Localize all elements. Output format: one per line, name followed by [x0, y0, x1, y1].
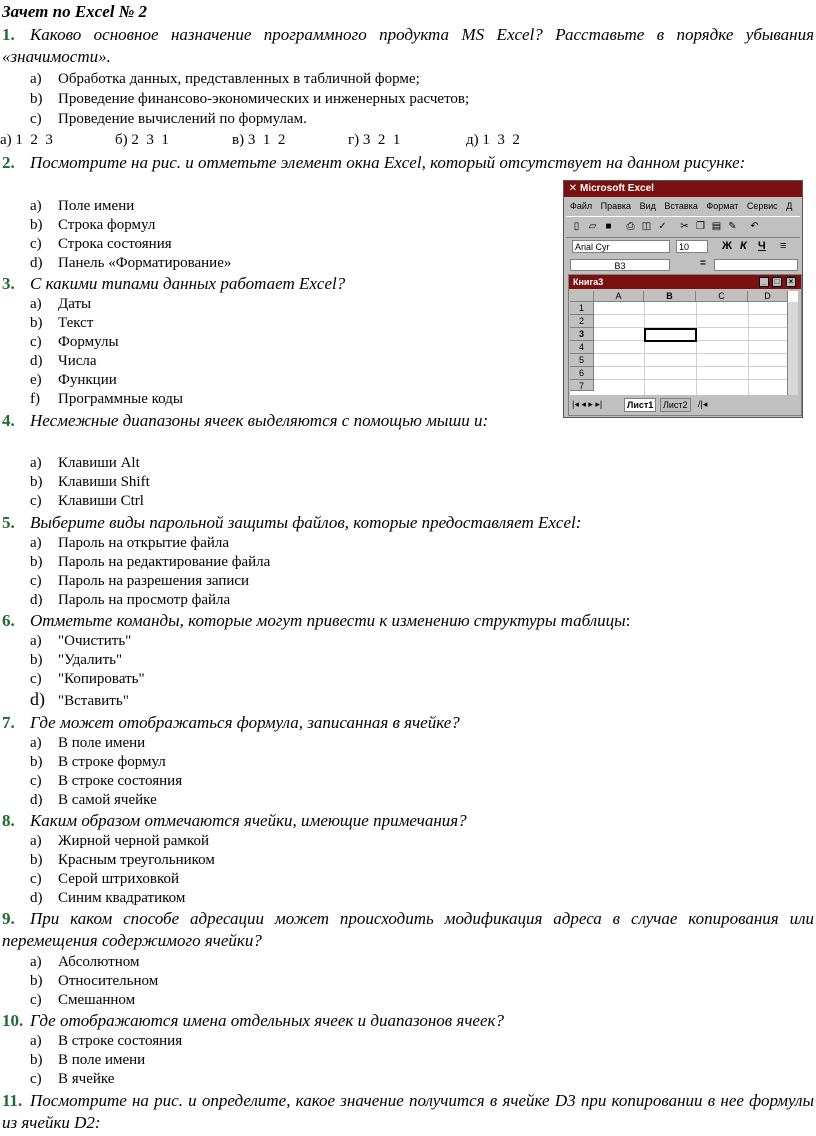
close-icon[interactable]: ×: [786, 277, 796, 287]
menu-item[interactable]: Сервис: [746, 201, 778, 211]
align-left-icon[interactable]: ≡: [780, 240, 787, 252]
option: a) Жирной черной рамкой: [30, 833, 209, 849]
row-header[interactable]: 2: [570, 315, 594, 328]
minimize-icon[interactable]: _: [759, 277, 769, 287]
font-select[interactable]: Arial Cyr: [572, 240, 670, 253]
option: b) "Удалить": [30, 652, 123, 668]
column-header[interactable]: C: [696, 291, 748, 302]
excel-title-bar: ✕ Microsoft Excel: [564, 181, 802, 197]
row-header[interactable]: 3: [570, 328, 594, 341]
option: b) В строке формул: [30, 754, 166, 770]
menu-item[interactable]: Вид: [639, 201, 656, 211]
maximize-icon[interactable]: □: [772, 277, 782, 287]
select-all-corner[interactable]: [570, 291, 594, 302]
option: a) Поле имени: [30, 198, 135, 214]
option: c) Пароль на разрешения записи: [30, 573, 250, 589]
question-2: [2, 152, 814, 174]
excel-window-picture: [563, 180, 803, 418]
print-icon[interactable]: ⎙: [626, 221, 635, 232]
hscroll-icon[interactable]: /|◂: [698, 399, 708, 409]
excel-logo-icon: ✕: [568, 183, 578, 194]
option: b) Проведение финансово-экономических и инженерных расчетов;: [30, 91, 470, 107]
copy-icon[interactable]: ❐: [696, 221, 705, 232]
question-number: 2.: [2, 153, 15, 172]
preview-icon[interactable]: ◫: [641, 221, 652, 232]
question-10: 10. Где отображаются имена отдельных ячеек и диапазонов ячеек?: [2, 1011, 504, 1030]
option: a) "Очистить": [30, 633, 132, 649]
option: a) Обработка данных, представленных в табличной форме;: [30, 71, 420, 87]
option: f) Программные коды: [30, 391, 183, 407]
paste-icon[interactable]: ▤: [711, 221, 722, 232]
undo-icon[interactable]: ↶: [750, 221, 759, 232]
question-1: [2, 24, 814, 68]
option: c) Клавиши Ctrl: [30, 493, 144, 509]
grid-lines: [594, 302, 788, 395]
question-5: 5. Выберите виды парольной защиты файлов, которые предоставляет Excel:: [2, 513, 582, 532]
question-text: Каково основное назначение программного продукта MS Excel? Расставьте в порядке убывания «значимости».: [2, 25, 814, 66]
option: a) Клавиши Alt: [30, 455, 140, 471]
option: b) В поле имени: [30, 1052, 146, 1068]
vertical-scrollbar[interactable]: [787, 302, 798, 395]
sheet-tabs: [570, 396, 798, 412]
sheet-grid: [570, 291, 798, 395]
column-header[interactable]: B: [644, 291, 696, 302]
new-file-icon[interactable]: ▯: [573, 221, 580, 232]
option: b) Текст: [30, 315, 94, 331]
name-box[interactable]: B3: [570, 259, 670, 271]
excel-menu-bar: [564, 198, 802, 214]
row-header[interactable]: 4: [570, 341, 594, 354]
question-7: 7. Где может отображаться формула, записанная в ячейке?: [2, 713, 460, 732]
question-3: 3. С какими типами данных работает Excel?: [2, 274, 346, 293]
standard-toolbar: [566, 216, 800, 238]
menu-item[interactable]: Правка: [600, 201, 632, 211]
option: a) Пароль на открытие файла: [30, 535, 230, 551]
question-11: 11. Посмотрите на рис. и определите, какое значение получится в ячейке D3 при копировании в нее формулы из ячейки D2:: [2, 1091, 814, 1132]
option: a) В строке состояния: [30, 1033, 183, 1049]
option: d) "Вставить": [30, 689, 129, 709]
row-header[interactable]: 6: [570, 367, 594, 380]
column-header[interactable]: D: [748, 291, 788, 302]
row-header[interactable]: 1: [570, 302, 594, 315]
open-folder-icon[interactable]: ▱: [588, 221, 597, 232]
save-icon[interactable]: ■: [605, 221, 612, 232]
option: d) Панель «Форматирование»: [30, 255, 232, 271]
formula-input[interactable]: [714, 259, 798, 271]
tab-scroll-icons[interactable]: |◂ ◂ ▸ ▸|: [572, 399, 603, 409]
menu-item[interactable]: Формат: [706, 201, 739, 211]
option: c) Проведение вычислений по формулам.: [30, 111, 307, 127]
spelling-icon[interactable]: ✓: [658, 221, 667, 232]
question-8: 8. Каким образом отмечаются ячейки, имеющие примечания?: [2, 811, 467, 830]
formatting-toolbar: [566, 238, 800, 256]
option: c) В ячейке: [30, 1071, 115, 1087]
menu-item[interactable]: Д: [786, 201, 793, 211]
option: a) Даты: [30, 296, 92, 312]
bold-button[interactable]: Ж: [722, 240, 732, 252]
option: d) Пароль на просмотр файла: [30, 592, 231, 608]
option: b) Пароль на редактирование файла: [30, 554, 271, 570]
option: c) Смешанном: [30, 992, 136, 1008]
underline-button[interactable]: Ч: [758, 240, 766, 252]
italic-button[interactable]: К: [740, 240, 747, 252]
option: d) Числа: [30, 353, 97, 369]
question-4: 4. Несмежные диапазоны ячеек выделяются с помощью мыши и:: [2, 411, 489, 430]
option: a) В поле имени: [30, 735, 146, 751]
menu-item[interactable]: Файл: [570, 201, 593, 211]
menu-item[interactable]: Вставка: [664, 201, 698, 211]
option: d) Синим квадратиком: [30, 890, 186, 906]
active-cell-b3[interactable]: [644, 328, 697, 342]
document-page: Зачет по Excel № 2 1. Каково основное назначение программного продукта MS Excel? Расставьте в порядке убывания «значимости». a) Обработка данных, представленных в табличной форме; b) Проведение финансово-экономических и инженерных расчетов; c) Проведение вычислений по формулам. а) 1 2 3 б) 2 3 1 в) 3 1 2 г) 3 2 1 д) 1 3 2 2. Посмотрите на рис. и отметьте элемент окна Excel, который отсутствует на данном рисунке: a) Поле имени b) Строка формул c) Строка состояния d) Панель «Форматирование» 3. С какими типами данных работает Excel? a) Даты b) Текст c) Формулы d) Числа e) Функции f) Программные коды 4. Несмежные диапазоны ячеек выделяются с помощью мыши и: a) Клавиши Alt b) Клавиши Shift c) Клавиши Ctrl 5. Выберите виды парольной защиты файлов, которые предоставляет Excel: a) Пароль на открытие файла b) Пароль на редактирование файла c) Пароль на разрешения записи d) Пароль на просмотр файла 6. Отметьте команды, которые могут привести к изменению структуры таблицы: a) "Очистить" b) "Удалить" c) "Копировать" d) "Вставить" 7. Где может отображаться формула, записанная в ячейке? a) В поле имени b) В строке формул c) В строке состояния d) В самой ячейке 8. Каким образом отмечаются ячейки, имеющие примечания? a) Жирной черной рамкой b) Красным треугольником c) Серой штриховкой d) Синим квадратиком 9. При каком способе адресации может происходить модификация адреса в случае копирования или перемещения содержимого ячейки? a) Абсолютном b) Относительном c) Смешанном 10. Где отображаются имена отдельных ячеек и диапазонов ячеек? a) В строке состояния b) В поле имени c) В ячейке 11. Посмотрите на рис. и определите, какое значение получится в ячейке D3 при копировании в нее формулы из ячейки D2: ✕ Microsoft Excel Файл Правка Вид Вставка Формат Сервис Д ▯ ▱ ■ ⎙ ◫ ✓ ✂ ❐ ▤ ✎ ↶ Arial Cyr 10 Ж К Ч ≡ B3 = Книга3 _ □ × A B C D 1 2 3 4 5 6 7 |◂ ◂ ▸ ▸| Лист1 Лист2 /|◂: [0, 2, 814, 1132]
question-6: 6. Отметьте команды, которые могут привести к изменению структуры таблицы:: [2, 611, 631, 630]
tab-sheet2[interactable]: Лист2: [660, 398, 691, 412]
row-header[interactable]: 7: [570, 380, 594, 391]
font-size-select[interactable]: 10: [676, 240, 708, 253]
tab-sheet1[interactable]: Лист1: [624, 398, 656, 412]
option: b) Красным треугольником: [30, 852, 215, 868]
formula-bar: [564, 258, 802, 272]
option: c) Строка состояния: [30, 236, 172, 252]
page-title: Зачет по Excel № 2: [2, 2, 148, 21]
question-number: 1.: [2, 25, 15, 44]
option: a) Абсолютном: [30, 954, 140, 970]
column-header[interactable]: A: [594, 291, 644, 302]
option: c) В строке состояния: [30, 773, 183, 789]
option: c) Формулы: [30, 334, 119, 350]
workbook-title-bar: Книга3 _ □ ×: [569, 275, 801, 289]
formula-equals[interactable]: =: [700, 258, 706, 269]
option: b) Строка формул: [30, 217, 156, 233]
row-header[interactable]: 5: [570, 354, 594, 367]
option: b) Относительном: [30, 973, 159, 989]
option: d) В самой ячейке: [30, 792, 157, 808]
option: c) Серой штриховкой: [30, 871, 180, 887]
question-text: Посмотрите на рис. и отметьте элемент окна Excel, который отсутствует на данном рисунке:: [30, 153, 746, 172]
question-9: 9. При каком способе адресации может происходить модификация адреса в случае копирования или перемещения содержимого ячейки?: [2, 909, 814, 950]
format-painter-icon[interactable]: ✎: [728, 221, 737, 232]
option: b) Клавиши Shift: [30, 474, 150, 490]
workbook-window: [568, 274, 802, 416]
option: e) Функции: [30, 372, 117, 388]
option: c) "Копировать": [30, 671, 145, 687]
cut-icon[interactable]: ✂: [680, 221, 689, 232]
